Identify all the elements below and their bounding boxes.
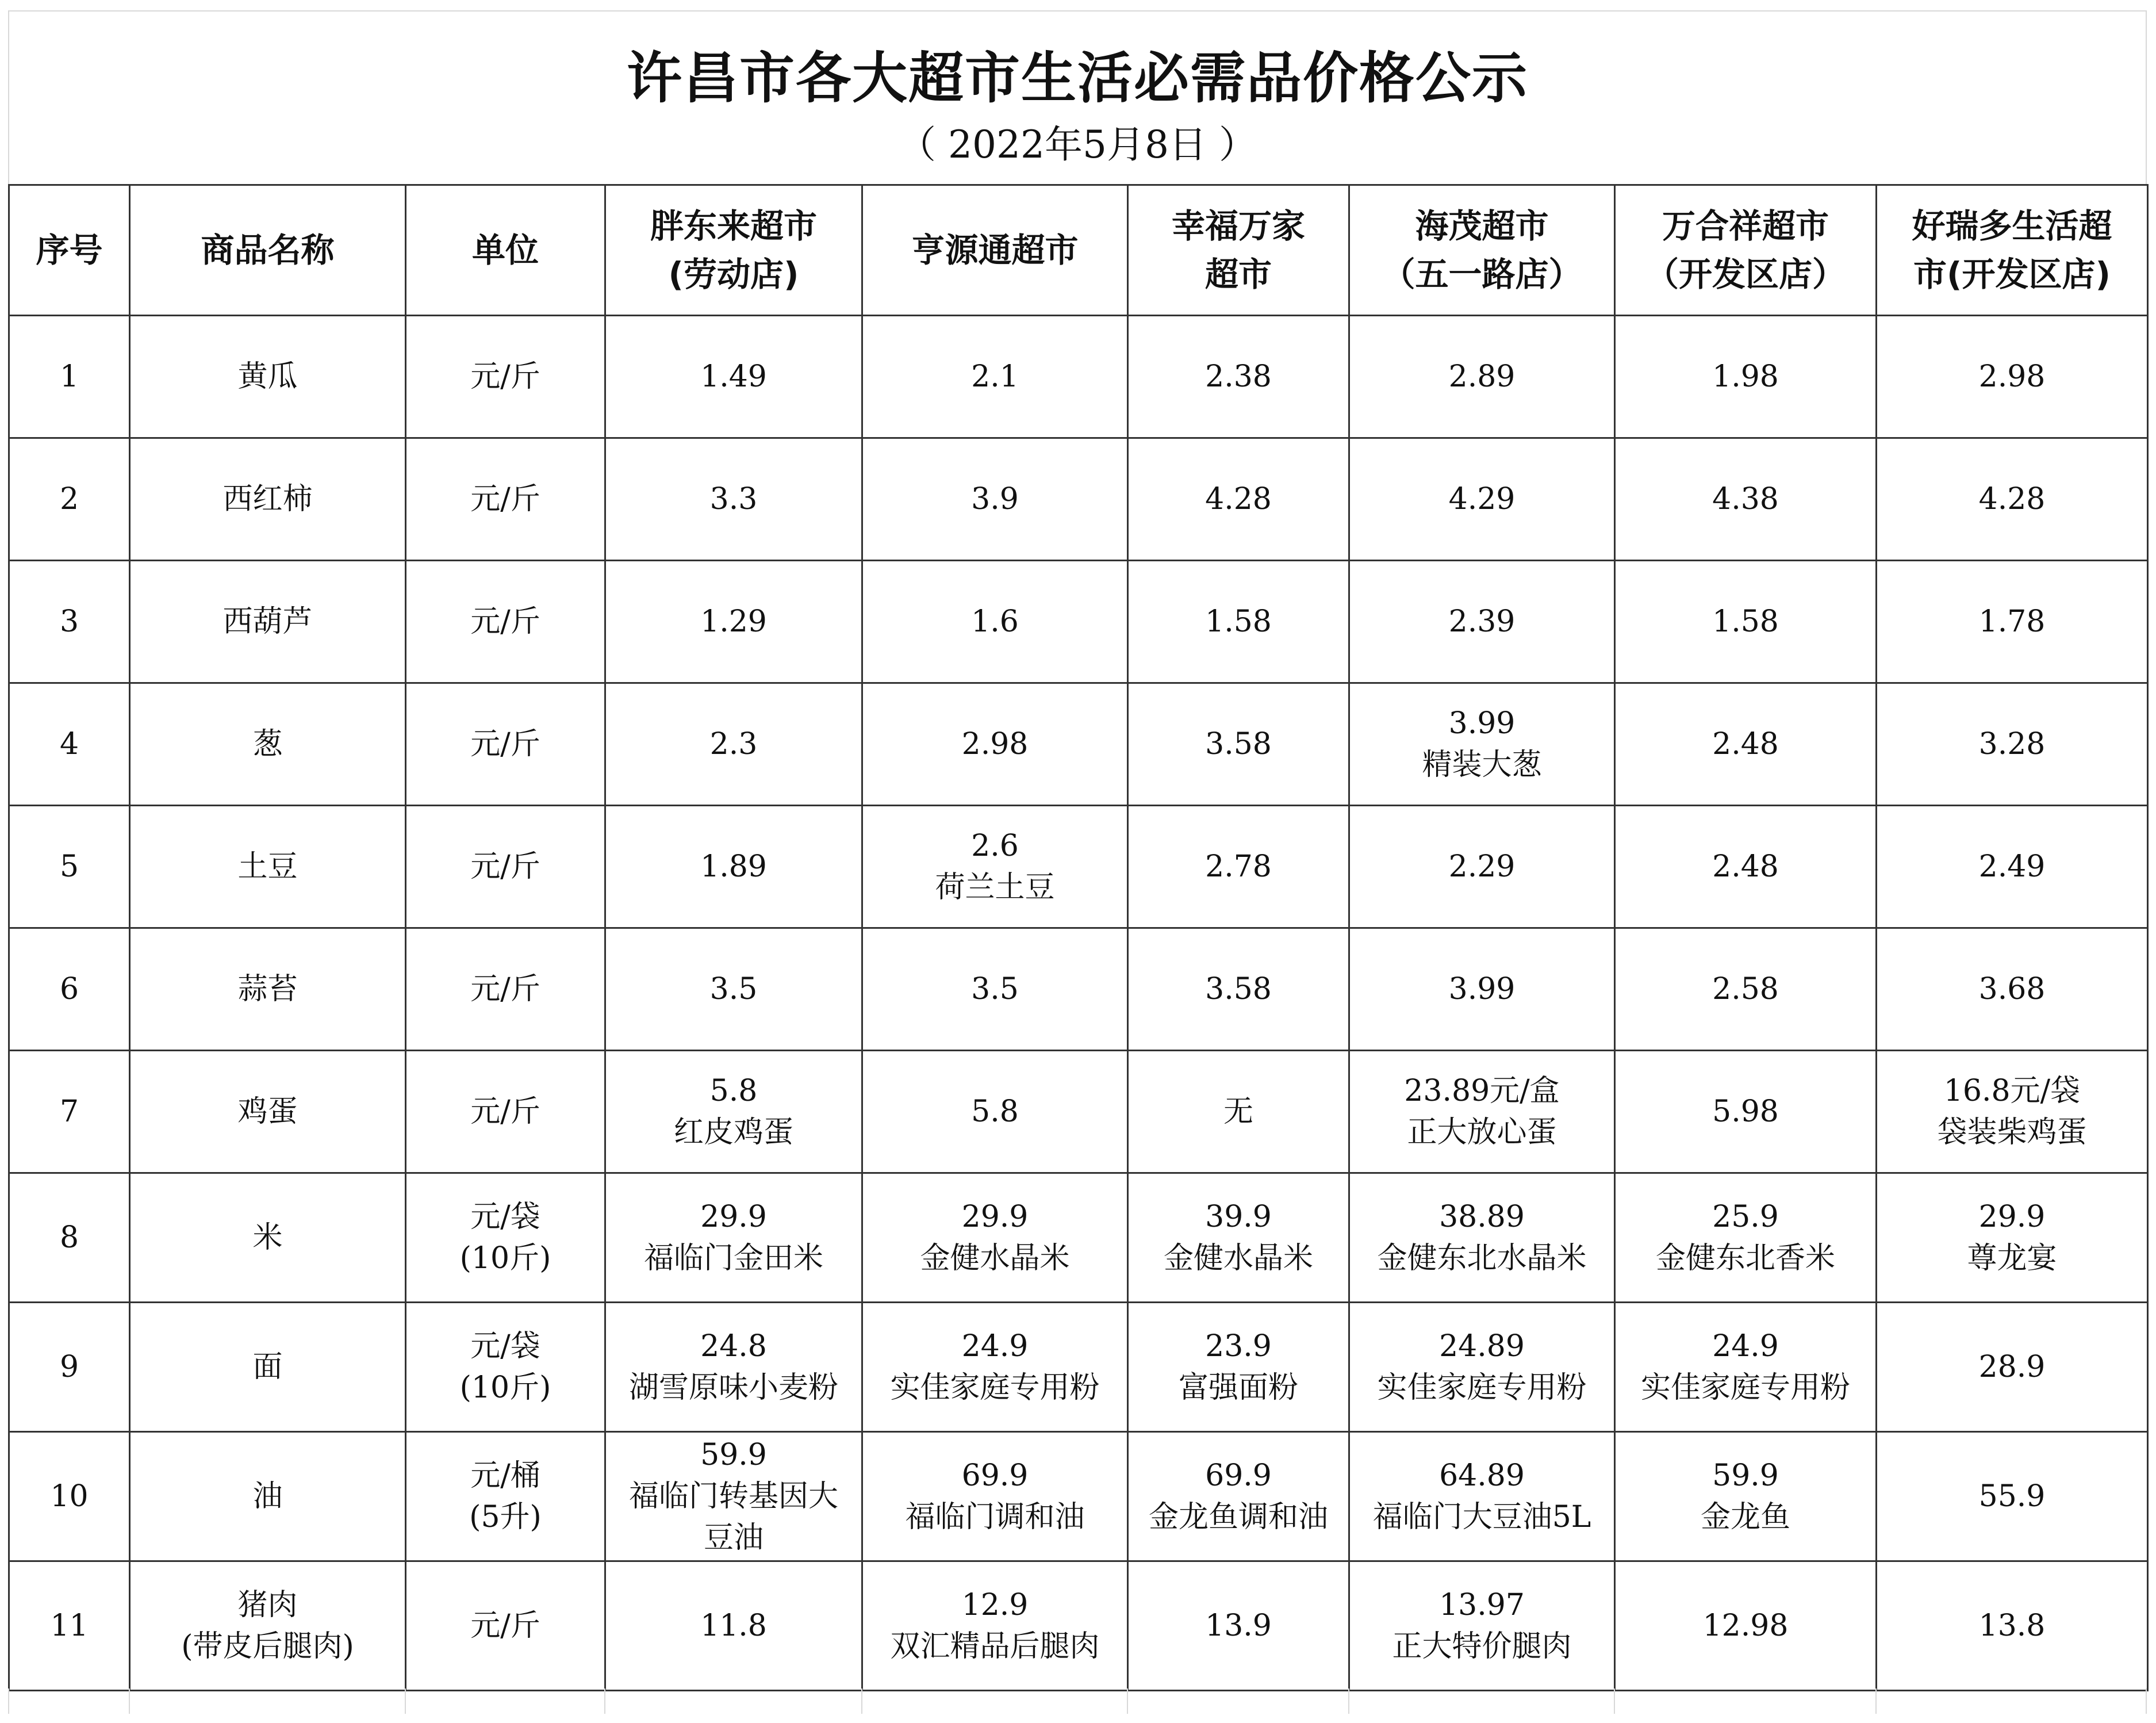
price-cell (1128, 806, 1349, 928)
price-value: 29.9 (1978, 1200, 2046, 1234)
price-value: 2.3 (709, 727, 758, 761)
price-cell (1615, 1561, 1877, 1691)
price-value: 5.8 (709, 1074, 758, 1108)
row-index-text: 3 (59, 604, 79, 639)
price-value: 25.9 (1712, 1200, 1779, 1234)
unit (406, 316, 605, 438)
price-cell (1349, 1173, 1615, 1303)
unit (406, 1561, 605, 1691)
price-cell (1349, 1051, 1615, 1173)
table-row (9, 1432, 2148, 1561)
unit (406, 928, 605, 1051)
price-cell (1349, 1432, 1615, 1561)
price-cell (1128, 1303, 1349, 1432)
price-cell (1349, 928, 1615, 1051)
price-cell (1349, 1303, 1615, 1432)
price-cell (605, 438, 862, 561)
price-value: 3.5 (971, 972, 1019, 1006)
price-cell (605, 1303, 862, 1432)
row-index-text: 9 (59, 1350, 79, 1384)
price-cell (862, 316, 1128, 438)
product-note: 袋装柴鸡蛋 (1937, 1115, 2087, 1150)
unit (406, 438, 605, 561)
price-cell (1349, 683, 1615, 806)
price-cell (862, 1051, 1128, 1173)
price-value: 24.89 (1439, 1329, 1525, 1364)
price-cell (1877, 1173, 2148, 1303)
price-cell (605, 561, 862, 683)
price-cell (1349, 806, 1615, 928)
price-cell (862, 928, 1128, 1051)
product-note: 富强面粉 (1178, 1370, 1298, 1405)
price-value: 2.29 (1448, 849, 1516, 884)
product-note: 双汇精品后腿肉 (890, 1629, 1100, 1664)
price-value: 3.28 (1978, 727, 2046, 761)
price-cell (1349, 438, 1615, 561)
table-row (9, 806, 2148, 928)
price-cell (862, 561, 1128, 683)
product-name (130, 1051, 406, 1173)
price-cell (605, 1051, 862, 1173)
price-value: 3.3 (709, 482, 758, 516)
table-header-row (9, 185, 2148, 316)
price-cell (1128, 438, 1349, 561)
price-cell (1128, 1432, 1349, 1561)
price-value: 2.98 (1978, 359, 2046, 394)
product-name-text: 黄瓜 (237, 359, 298, 394)
product-name-text: 米 (252, 1220, 283, 1255)
price-value: 39.9 (1205, 1200, 1272, 1234)
price-value: 24.9 (1712, 1329, 1779, 1364)
unit-text: 元/斤 (470, 727, 540, 761)
price-value: 3.58 (1205, 972, 1272, 1006)
table-row (9, 316, 2148, 438)
price-cell (1128, 928, 1349, 1051)
price-cell (1615, 1432, 1877, 1561)
price-cell (1877, 1561, 2148, 1691)
product-name-text: 鸡蛋 (237, 1094, 298, 1129)
row-index-text: 2 (59, 482, 79, 516)
price-cell (862, 1432, 1128, 1561)
header-store-haoruiduo: 好瑞多生活超 市(开发区店) (1877, 185, 2148, 316)
price-cell (1615, 1173, 1877, 1303)
product-note: 金健东北水晶米 (1377, 1241, 1587, 1276)
header-store-haimao: 海茂超市 （五一路店） (1349, 185, 1615, 316)
price-value: 29.9 (700, 1200, 767, 1234)
price-value: 2.38 (1205, 359, 1272, 394)
product-note: 福临门大豆油5L (1372, 1500, 1591, 1534)
price-value: 4.28 (1978, 482, 2046, 516)
product-name-text: 油 (252, 1479, 283, 1514)
price-cell (862, 1561, 1128, 1691)
unit (406, 806, 605, 928)
price-value: 4.38 (1712, 482, 1779, 516)
price-cell (605, 1432, 862, 1561)
row-index-text: 5 (59, 849, 79, 884)
price-cell (1877, 928, 2148, 1051)
price-cell (1877, 1303, 2148, 1432)
price-value: 28.9 (1978, 1350, 2046, 1384)
price-cell (605, 316, 862, 438)
row-index (9, 1173, 130, 1303)
product-note: 红皮鸡蛋 (673, 1115, 793, 1150)
price-value: 64.89 (1439, 1458, 1525, 1493)
product-note: 实佳家庭专用粉 (890, 1370, 1100, 1405)
row-index (9, 1051, 130, 1173)
price-cell (862, 683, 1128, 806)
row-index (9, 806, 130, 928)
price-value: 13.8 (1978, 1609, 2046, 1643)
price-cell (1877, 316, 2148, 438)
product-note: 实佳家庭专用粉 (1640, 1370, 1850, 1405)
price-value: 1.58 (1205, 604, 1272, 639)
row-index-text: 8 (59, 1220, 79, 1255)
blank-footer-row (8, 1688, 2147, 1714)
product-name (130, 1303, 406, 1432)
price-value: 3.68 (1978, 972, 2046, 1006)
product-name (130, 683, 406, 806)
price-value: 69.9 (961, 1458, 1029, 1493)
product-name (130, 1432, 406, 1561)
header-store-wanhexiang: 万合祥超市 （开发区店） (1615, 185, 1877, 316)
price-value: 2.89 (1448, 359, 1516, 394)
unit-text: 元/斤 (470, 604, 540, 639)
product-name (130, 1561, 406, 1691)
price-cell (862, 806, 1128, 928)
unit-text: 元/斤 (470, 1094, 540, 1129)
product-note: 金龙鱼调和油 (1148, 1500, 1328, 1534)
product-note: 精装大葱 (1422, 748, 1542, 782)
price-value: 2.48 (1712, 849, 1779, 884)
row-index (9, 928, 130, 1051)
price-value: 3.9 (971, 482, 1019, 516)
unit-text: 元/斤 (470, 1609, 540, 1643)
price-value: 1.58 (1712, 604, 1779, 639)
price-value: 13.97 (1439, 1588, 1525, 1622)
price-cell (1128, 1051, 1349, 1173)
price-value: 38.89 (1439, 1200, 1525, 1234)
row-index (9, 438, 130, 561)
price-cell (1877, 1051, 2148, 1173)
price-cell (862, 438, 1128, 561)
product-note: 福临门调和油 (905, 1500, 1085, 1534)
price-value: 23.9 (1205, 1329, 1272, 1364)
unit-text: 元/斤 (470, 849, 540, 884)
table-row (9, 1303, 2148, 1432)
price-value: 2.48 (1712, 727, 1779, 761)
price-cell (1128, 1561, 1349, 1691)
unit-text: 元/斤 (470, 972, 540, 1006)
table-row (9, 1561, 2148, 1691)
row-index-text: 4 (59, 727, 79, 761)
price-cell (1615, 928, 1877, 1051)
row-index (9, 1561, 130, 1691)
row-index-text: 10 (50, 1479, 89, 1514)
price-cell (1128, 561, 1349, 683)
price-value: 59.9 (1712, 1458, 1779, 1493)
unit (406, 561, 605, 683)
product-note: 金龙鱼 (1700, 1500, 1790, 1534)
product-name-text: 面 (252, 1350, 283, 1384)
title-area (8, 10, 2147, 184)
price-cell (605, 1173, 862, 1303)
unit (406, 1303, 605, 1432)
price-value: 23.89元/盒 (1404, 1074, 1560, 1108)
row-index (9, 683, 130, 806)
price-cell (1128, 1173, 1349, 1303)
price-cell (1615, 683, 1877, 806)
product-note: 正大特价腿肉 (1392, 1629, 1572, 1664)
product-name (130, 561, 406, 683)
page-date: （ 2022年5月8日 ） (898, 122, 1257, 167)
price-cell (1128, 316, 1349, 438)
product-note: 金健水晶米 (1163, 1241, 1313, 1276)
product-name-text: 土豆 (237, 849, 298, 884)
price-cell (605, 1561, 862, 1691)
product-name-text: 猪肉 (带皮后腿肉) (181, 1588, 354, 1664)
unit (406, 683, 605, 806)
price-cell (1877, 438, 2148, 561)
unit-text: 元/桶 (5升) (469, 1458, 542, 1534)
price-cell (1349, 1561, 1615, 1691)
price-cell (1349, 316, 1615, 438)
price-cell (1615, 438, 1877, 561)
product-note: 金健东北香米 (1655, 1241, 1835, 1276)
product-name (130, 438, 406, 561)
product-name (130, 316, 406, 438)
row-index (9, 1303, 130, 1432)
price-value: 1.78 (1978, 604, 2046, 639)
price-value: 2.58 (1712, 972, 1779, 1006)
row-index (9, 316, 130, 438)
price-value: 55.9 (1978, 1479, 2046, 1514)
price-cell (1615, 806, 1877, 928)
price-sheet (8, 10, 2147, 1713)
row-index-text: 11 (50, 1609, 89, 1643)
unit-text: 元/斤 (470, 482, 540, 516)
price-cell (605, 928, 862, 1051)
product-note: 尊龙宴 (1967, 1241, 2057, 1276)
price-value: 69.9 (1205, 1458, 1272, 1493)
header-unit: 单位 (406, 185, 605, 316)
header-store-xingfuwanjia: 幸福万家 超市 (1128, 185, 1349, 316)
price-cell (1877, 806, 2148, 928)
price-value: 2.49 (1978, 849, 2046, 884)
price-value: 16.8元/袋 (1943, 1074, 2081, 1108)
price-value: 12.9 (961, 1588, 1029, 1622)
price-cell (1615, 1303, 1877, 1432)
price-value: 3.58 (1205, 727, 1272, 761)
table-row (9, 683, 2148, 806)
price-value: 1.6 (971, 604, 1019, 639)
row-index (9, 1432, 130, 1561)
product-note: 实佳家庭专用粉 (1377, 1370, 1587, 1405)
price-cell (862, 1173, 1128, 1303)
product-name-text: 葱 (252, 727, 283, 761)
price-value: 29.9 (961, 1200, 1029, 1234)
price-value: 24.8 (700, 1329, 767, 1364)
price-value: 4.29 (1448, 482, 1516, 516)
unit-text: 元/袋 (10斤) (459, 1200, 551, 1276)
product-note: 福临门金田米 (643, 1241, 823, 1276)
price-cell (605, 806, 862, 928)
unit-text: 元/斤 (470, 359, 540, 394)
price-value: 2.98 (961, 727, 1029, 761)
price-value: 4.28 (1205, 482, 1272, 516)
header-store-pangdonglai: 胖东来超市 (劳动店) (605, 185, 862, 316)
price-value: 3.5 (709, 972, 758, 1006)
price-cell (862, 1303, 1128, 1432)
product-name (130, 806, 406, 928)
price-value: 59.9 (700, 1438, 767, 1472)
table-row (9, 561, 2148, 683)
unit (406, 1432, 605, 1561)
row-index-text: 7 (59, 1094, 79, 1129)
table-row (9, 1173, 2148, 1303)
price-cell (1877, 1432, 2148, 1561)
price-value: 5.8 (971, 1094, 1019, 1129)
row-index-text: 1 (59, 359, 79, 394)
price-value: 1.49 (700, 359, 767, 394)
price-cell (1615, 316, 1877, 438)
product-name (130, 928, 406, 1051)
price-value: 2.39 (1448, 604, 1516, 639)
product-name-text: 西红柿 (222, 482, 313, 516)
product-name (130, 1173, 406, 1303)
product-note: 正大放心蛋 (1407, 1115, 1557, 1150)
price-value: 3.99 (1448, 706, 1516, 741)
price-value: 5.98 (1712, 1094, 1779, 1129)
header-product-name: 商品名称 (130, 185, 406, 316)
unit (406, 1051, 605, 1173)
price-value: 无 (1223, 1094, 1253, 1129)
table-row (9, 928, 2148, 1051)
product-note: 荷兰土豆 (935, 870, 1055, 905)
price-value: 2.1 (971, 359, 1019, 394)
unit-text: 元/袋 (10斤) (459, 1329, 551, 1405)
product-note: 金健水晶米 (920, 1241, 1070, 1276)
price-value: 1.29 (700, 604, 767, 639)
row-index (9, 561, 130, 683)
price-cell (1128, 683, 1349, 806)
table-row (9, 438, 2148, 561)
product-name-text: 蒜苔 (237, 972, 298, 1006)
price-value: 2.78 (1205, 849, 1272, 884)
price-value: 1.89 (700, 849, 767, 884)
price-value: 1.98 (1712, 359, 1779, 394)
product-note: 福临门转基因大 豆油 (628, 1479, 838, 1555)
row-index-text: 6 (59, 972, 79, 1006)
price-cell (605, 683, 862, 806)
price-value: 24.9 (961, 1329, 1029, 1364)
page-title: 许昌市各大超市生活必需品价格公示 (627, 46, 1528, 110)
product-note: 湖雪原味小麦粉 (628, 1370, 838, 1405)
price-cell (1877, 561, 2148, 683)
table-row (9, 1051, 2148, 1173)
price-value: 13.9 (1205, 1609, 1272, 1643)
price-cell (1615, 561, 1877, 683)
header-index: 序号 (9, 185, 130, 316)
unit (406, 1173, 605, 1303)
price-value: 3.99 (1448, 972, 1516, 1006)
price-cell (1877, 683, 2148, 806)
header-store-hengyuantong: 亨源通超市 (862, 185, 1128, 316)
price-cell (1349, 561, 1615, 683)
price-cell (1615, 1051, 1877, 1173)
price-value: 2.6 (971, 829, 1019, 863)
price-value: 11.8 (700, 1609, 767, 1643)
price-value: 12.98 (1702, 1609, 1789, 1643)
price-table (8, 184, 2149, 1691)
product-name-text: 西葫芦 (222, 604, 313, 639)
